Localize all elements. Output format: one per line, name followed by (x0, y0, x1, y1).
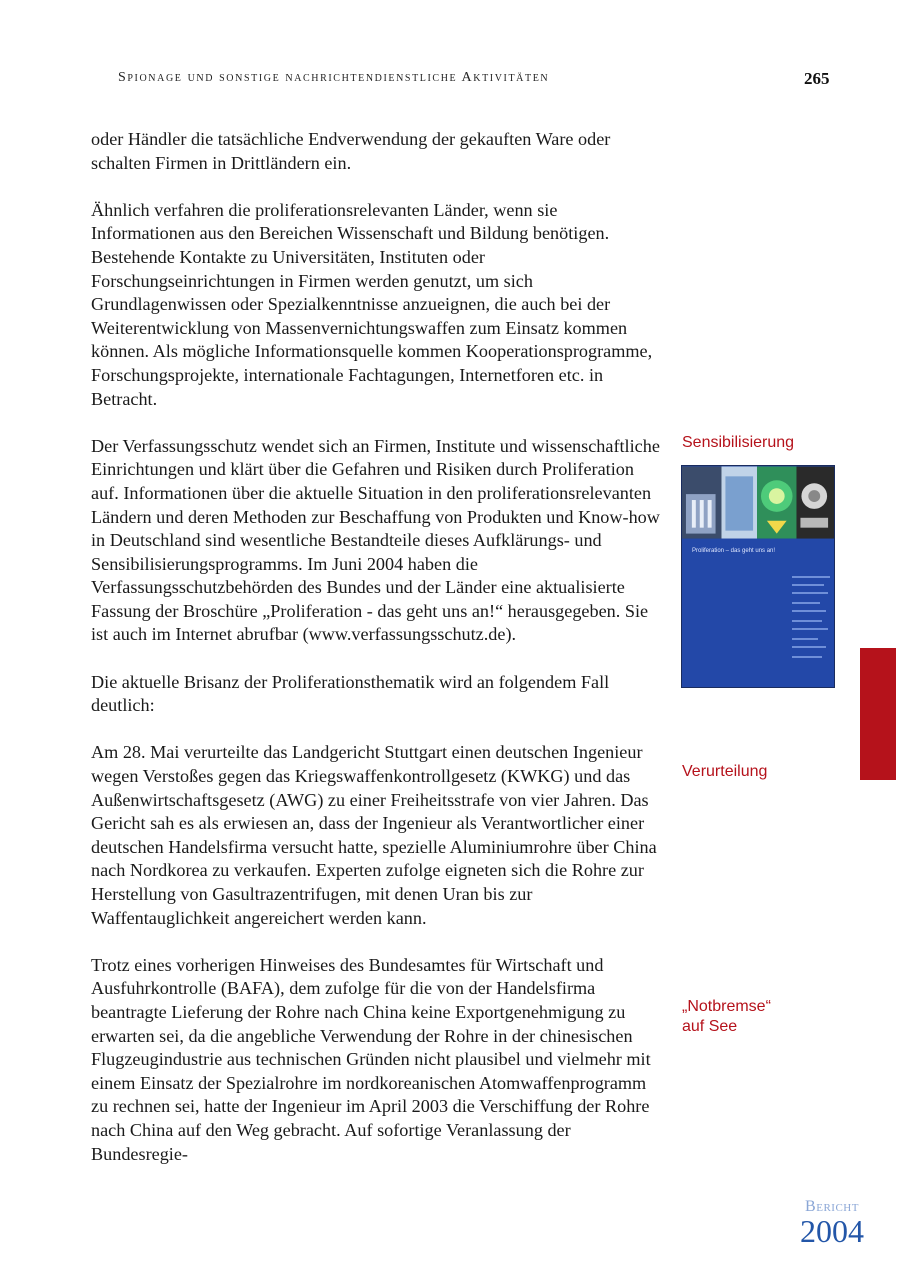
brochure-text-line (792, 628, 828, 630)
paragraph: Der Verfassungsschutz wendet sich an Firmen, Institute und wissenschaftliche Einrichtungen und klärt über die Gefahren und Risiken durch Proliferation auf. Informationen über die aktuelle Situation in den proliferationsrelevanten Ländern und deren Methoden zur Beschaffung von Produkten und Know-how in Deutschland sind wesentliche Bestandteile dieses Aufklärungs- und Sensibilisierungsprogramms. Im Juni 2004 haben die Verfassungsschutzbehörden des Bundes und der Länder eine aktualisierte Fassung der Broschüre „Proliferation - das geht uns an!“ herausgegeben. Sie ist auch im Internet abrufbar (www.verfassungsschutz.de). (91, 435, 660, 645)
running-head: Spionage und sonstige nachrichtendienstliche Aktivitäten (118, 70, 550, 85)
brochure-photo-collage (682, 466, 834, 539)
paragraph: oder Händler die tatsächliche Endverwendung der gekauften Ware oder schalten Firmen in Drittländern ein. (91, 129, 611, 173)
side-note-notbremse (682, 997, 832, 1037)
paragraph: Am 28. Mai verurteilte das Landgericht Stuttgart einen deutschen Ingenieur wegen Verstoßes gegen das Kriegswaffenkontrollgesetz (KWKG) und das Außenwirtschaftsgesetz (AWG) zu einer Freiheitsstrafe von vier Jahren. Das Gericht sah es als erwiesen an, dass der Ingenieur als Verantwortlicher einer deutschen Handelsfirma versucht hatte, spezielle Aluminiumrohre über China nach Nordkorea zu verkaufen. Experten zufolge eigneten sich die Rohre zur Herstellung von Gasultrazentrifugen, mit denen Uran bis zur Waffentauglichkeit angereichert werden kann. (91, 742, 657, 928)
side-note-notbremse-line1: „Notbremse“ (682, 998, 771, 1015)
side-note-sensibilisierung: Sensibilisierung (682, 434, 795, 451)
paragraph: Trotz eines vorherigen Hinweises des Bundesamtes für Wirtschaft und Ausfuhrkontrolle (BAFA), dem zufolge für die von der Handelsfirma beantragte Lieferung der Rohre nach China keine Exportgenehmigung zu erwarten sei, da die angebliche Verwendung der Rohre in der chinesischen Flugzeugindustrie aus technischen Gründen nicht plausibel und vielmehr mit einem Einsatz der Spezialrohre im nordkoreanischen Atomwaffenprogramm zu rechnen sei, hatte der Ingenieur im April 2003 die Verschiffung der Rohre nach China auf den Weg gebracht. Auf sofortige Veranlassung der Bundesregie- (91, 954, 651, 1164)
page-number: 265 (804, 69, 830, 88)
brochure-text-line (792, 646, 826, 648)
brochure-text-line (792, 576, 830, 578)
brochure-text-line (792, 620, 822, 622)
bericht-2004-logo (796, 1198, 868, 1249)
logo-year: 2004 (800, 1213, 864, 1249)
brochure-cover-image (681, 465, 835, 688)
paragraph: Ähnlich verfahren die proliferationsrelevanten Länder, wenn sie Informationen aus den Bereichen Wissenschaft und Bildung benötigen. Bestehende Kontakte zu Universitäten, Instituten oder Forschungseinrichtungen in Firmen werden genutzt, um sich Grundlagenwissen oder Spezialkenntnisse anzueignen, die auch bei der Weiterentwicklung von Massenvernichtungswaffen zum Einsatz kommen können. Als mögliche Informationsquelle kommen Kooperationsprogramme, Forschungsprojekte, internationale Fachtagungen, Internetforen etc. in Betracht. (91, 199, 653, 409)
logo-word: Bericht (805, 1198, 859, 1215)
side-note-verurteilung: Verurteilung (682, 763, 768, 780)
brochure-text-line (792, 656, 822, 658)
chapter-thumb-tab (860, 648, 896, 780)
brochure-title: Proliferation – das geht uns an! (692, 548, 776, 554)
brochure-text-line (792, 602, 820, 604)
paragraph: Die aktuelle Brisanz der Proliferationsthematik wird an folgendem Fall deutlich: (91, 671, 610, 716)
brochure-text-line (792, 592, 828, 594)
brochure-text-line (792, 610, 826, 612)
body-text (91, 128, 663, 1190)
brochure-text-line (792, 584, 824, 586)
side-note-notbremse-line2: auf See (682, 1018, 738, 1035)
brochure-text-line (792, 638, 818, 640)
